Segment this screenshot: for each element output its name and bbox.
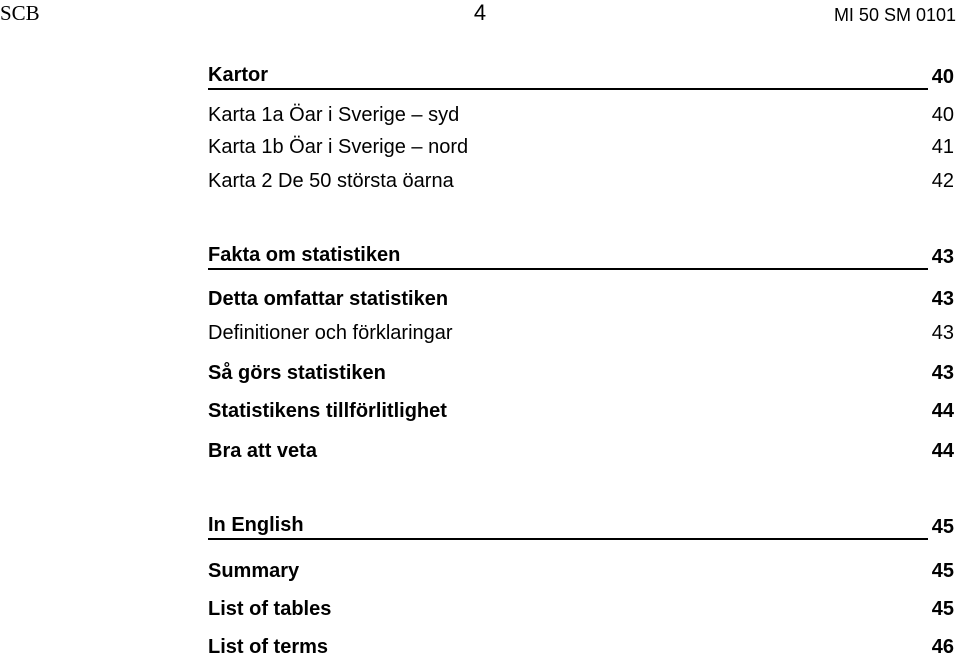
toc-title: In English (208, 512, 928, 540)
toc-page: 40 (931, 66, 954, 88)
toc-page: 41 (931, 136, 954, 158)
toc-page: 45 (931, 598, 954, 620)
page-number: 4 (473, 0, 487, 25)
toc-page: 43 (931, 322, 954, 344)
toc-title: Karta 2 De 50 största öarna (208, 170, 454, 192)
toc-title: List of tables (208, 598, 332, 620)
toc-title: Summary (208, 560, 300, 582)
toc-page: 43 (931, 246, 954, 268)
toc-page: 43 (931, 362, 954, 384)
toc-entry[interactable] (208, 166, 954, 194)
toc-heading-kartor[interactable] (208, 62, 954, 90)
toc-title: Statistikens tillförlitlighet (208, 400, 447, 422)
toc-page: 44 (931, 440, 954, 462)
toc-entry[interactable] (208, 284, 954, 312)
toc-entry[interactable] (208, 358, 954, 386)
toc-title: Bra att veta (208, 440, 317, 462)
toc-title: Kartor (208, 62, 928, 90)
toc-title: List of terms (208, 636, 329, 658)
toc-entry[interactable] (208, 632, 954, 660)
toc-page: 42 (931, 170, 954, 192)
toc-page: 45 (931, 516, 954, 538)
toc-title: Karta 1b Öar i Sverige – nord (208, 136, 469, 158)
toc-title: Definitioner och förklaringar (208, 322, 453, 344)
toc-title: Detta omfattar statistiken (208, 288, 449, 310)
toc-title: Så görs statistiken (208, 362, 386, 384)
document-code: MI 50 SM 0101 (833, 5, 956, 25)
toc-entry[interactable] (208, 436, 954, 464)
toc-page: 46 (931, 636, 954, 658)
toc-entry[interactable] (208, 556, 954, 584)
toc-title: Fakta om statistiken (208, 242, 928, 270)
toc-entry[interactable] (208, 318, 954, 346)
toc-heading-english[interactable] (208, 512, 954, 540)
header-org: SCB (0, 1, 40, 25)
toc-entry[interactable] (208, 132, 954, 160)
toc-entry[interactable] (208, 100, 954, 128)
toc-page: 44 (931, 400, 954, 422)
toc-page: 45 (931, 560, 954, 582)
toc-heading-fakta[interactable] (208, 242, 954, 270)
toc-entry[interactable] (208, 594, 954, 622)
toc-page: 40 (931, 104, 954, 126)
toc-title: Karta 1a Öar i Sverige – syd (208, 104, 460, 126)
toc-entry[interactable] (208, 396, 954, 424)
toc-page: 43 (931, 288, 954, 310)
